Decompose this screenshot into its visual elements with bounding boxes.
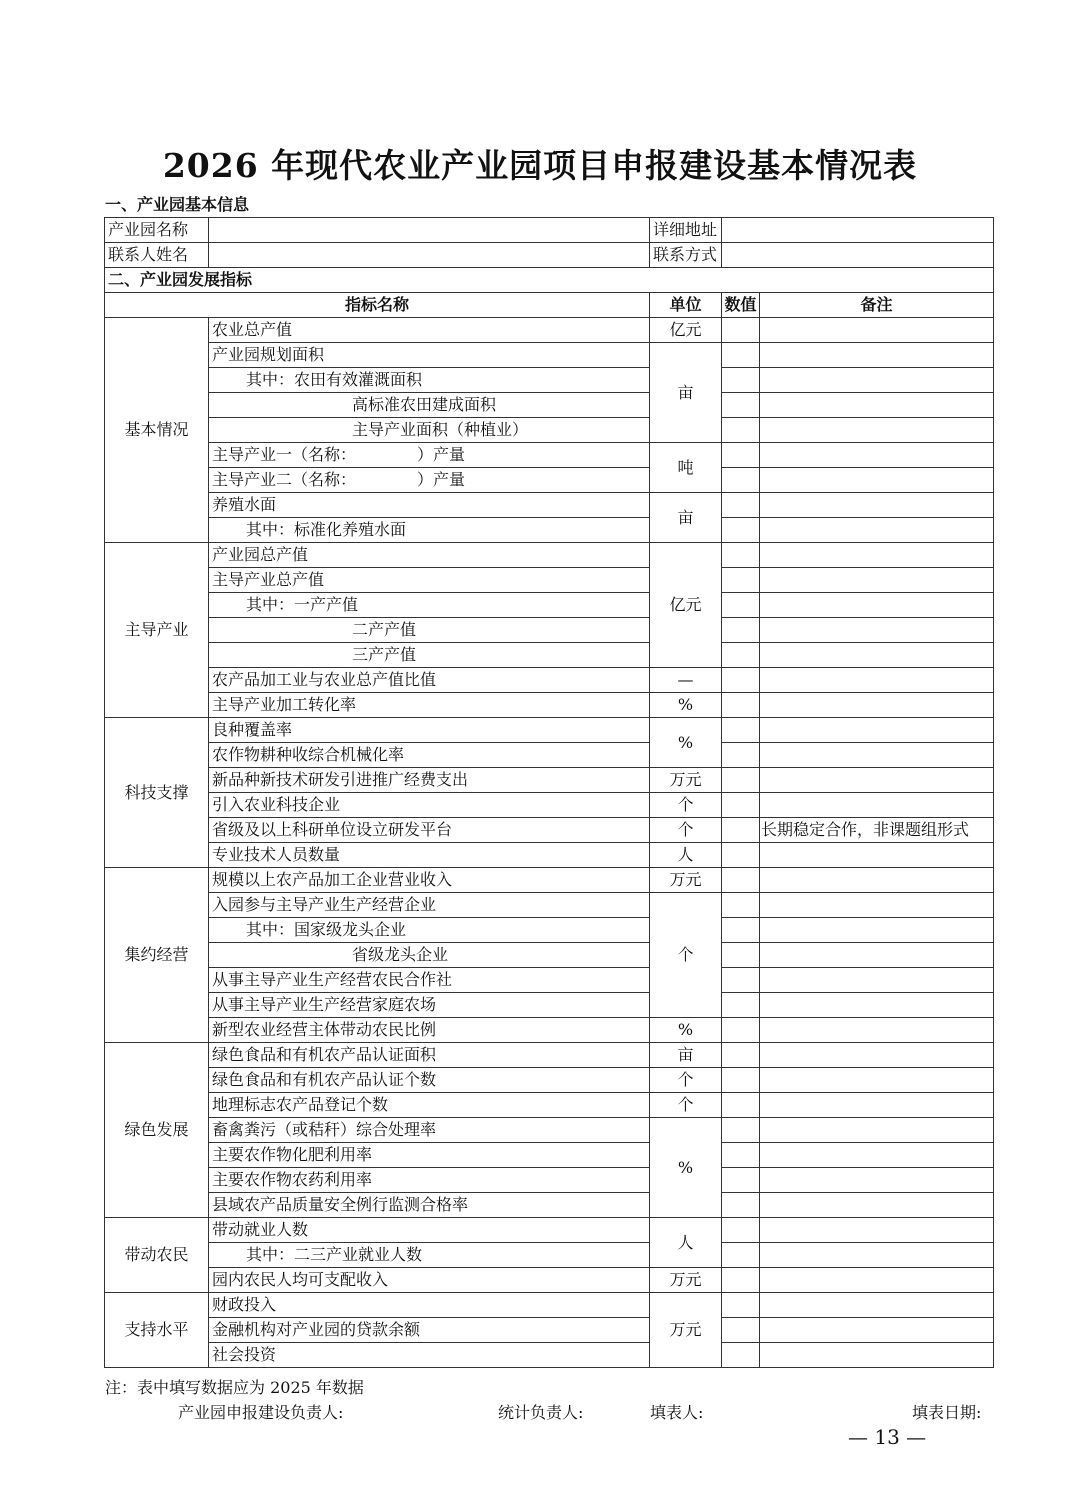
- value-cell[interactable]: [722, 1218, 760, 1243]
- remark-cell[interactable]: [760, 1243, 994, 1268]
- sig-stats: 统计负责人:: [498, 1403, 584, 1422]
- value-cell[interactable]: [722, 1193, 760, 1218]
- value-cell[interactable]: [722, 643, 760, 668]
- park-name-label: 产业园名称: [105, 218, 209, 243]
- table-row: [105, 568, 994, 593]
- park-name-field[interactable]: [209, 218, 650, 243]
- indicator-name: 专业技术人员数量: [209, 843, 650, 868]
- value-cell[interactable]: [722, 618, 760, 643]
- table-row: [105, 1343, 994, 1368]
- remark-cell[interactable]: [760, 668, 994, 693]
- category-tech: 科技支撑: [105, 718, 209, 868]
- indicator-name: 社会投资: [209, 1343, 650, 1368]
- indicator-name: 引入农业科技企业: [209, 793, 650, 818]
- unit-cell: 个: [650, 793, 722, 818]
- value-cell[interactable]: [722, 1243, 760, 1268]
- table-row: [105, 968, 994, 993]
- unit-cell: 亩: [650, 493, 722, 543]
- indicator-name: 农产品加工业与农业总产值比值: [209, 668, 650, 693]
- table-row: [105, 868, 994, 893]
- remark-cell[interactable]: [760, 1068, 994, 1093]
- table-row: [105, 243, 994, 268]
- table-row: [105, 268, 994, 293]
- indicator-name: 主导产业总产值: [209, 568, 650, 593]
- value-cell[interactable]: [722, 443, 760, 468]
- phone-label: 联系方式: [650, 243, 722, 268]
- indicator-name: 从事主导产业生产经营家庭农场: [209, 993, 650, 1018]
- unit-cell: 万元: [650, 768, 722, 793]
- remark-cell[interactable]: [760, 643, 994, 668]
- value-cell[interactable]: [722, 793, 760, 818]
- indicator-name: 绿色食品和有机农产品认证面积: [209, 1043, 650, 1068]
- indicator-name: 养殖水面: [209, 493, 650, 518]
- table-row: [105, 493, 994, 518]
- table-row: [105, 518, 994, 543]
- indicator-name: 主要农作物化肥利用率: [209, 1143, 650, 1168]
- value-cell[interactable]: [722, 493, 760, 518]
- remark-cell[interactable]: [760, 1143, 994, 1168]
- unit-cell: 亿元: [650, 318, 722, 343]
- unit-cell: —: [650, 668, 722, 693]
- remark-cell[interactable]: [760, 1168, 994, 1193]
- indicator-name: 高标准农田建成面积: [209, 393, 650, 418]
- remark-cell[interactable]: [760, 843, 994, 868]
- value-cell[interactable]: [722, 693, 760, 718]
- indicator-name: 农作物耕种收综合机械化率: [209, 743, 650, 768]
- indicator-name: 农业总产值: [209, 318, 650, 343]
- remark-cell[interactable]: [760, 443, 994, 468]
- value-cell[interactable]: [722, 318, 760, 343]
- value-cell[interactable]: [722, 868, 760, 893]
- value-cell[interactable]: [722, 718, 760, 743]
- table-row: [105, 443, 994, 468]
- remark-cell[interactable]: [760, 743, 994, 768]
- indicator-name: 其中：国家级龙头企业: [209, 918, 650, 943]
- value-cell[interactable]: [722, 918, 760, 943]
- value-cell[interactable]: [722, 343, 760, 368]
- remark-cell[interactable]: [760, 918, 994, 943]
- indicator-name: 主要农作物农药利用率: [209, 1168, 650, 1193]
- unit-cell: 万元: [650, 1293, 722, 1368]
- indicator-name: 主导产业一（名称： ）产量: [209, 443, 650, 468]
- contact-field[interactable]: [209, 243, 650, 268]
- indicator-name: 二产产值: [209, 618, 650, 643]
- remark-cell[interactable]: [760, 768, 994, 793]
- footnote: 注：表中填写数据应为 2025 年数据: [105, 1378, 364, 1397]
- table-row: [105, 918, 994, 943]
- indicator-name: 园内农民人均可支配收入: [209, 1268, 650, 1293]
- table-header-row: [105, 293, 994, 318]
- remark-cell[interactable]: [760, 893, 994, 918]
- table-row: [105, 393, 994, 418]
- value-cell[interactable]: [722, 1293, 760, 1318]
- table-row: [105, 218, 994, 243]
- value-cell[interactable]: [722, 843, 760, 868]
- table-row: [105, 818, 994, 843]
- table-row: [105, 893, 994, 918]
- remark-cell[interactable]: [760, 793, 994, 818]
- value-cell[interactable]: [722, 668, 760, 693]
- remark-cell[interactable]: [760, 693, 994, 718]
- indicator-name: 新型农业经营主体带动农民比例: [209, 1018, 650, 1043]
- indicator-name: 财政投入: [209, 1293, 650, 1318]
- remark-cell[interactable]: [760, 1118, 994, 1143]
- remark-cell[interactable]: [760, 1293, 994, 1318]
- indicator-name: 产业园规划面积: [209, 343, 650, 368]
- remark-cell[interactable]: [760, 318, 994, 343]
- unit-cell: 个: [650, 1093, 722, 1118]
- sig-date: 填表日期:: [912, 1403, 982, 1422]
- table-row: [105, 543, 994, 568]
- remark-cell[interactable]: [760, 868, 994, 893]
- indicator-name: 从事主导产业生产经营农民合作社: [209, 968, 650, 993]
- indicator-name: 规模以上农产品加工企业营业收入: [209, 868, 650, 893]
- remark-cell[interactable]: [760, 1343, 994, 1368]
- indicator-name: 主导产业二（名称： ）产量: [209, 468, 650, 493]
- unit-cell: 个: [650, 818, 722, 843]
- indicator-name: 绿色食品和有机农产品认证个数: [209, 1068, 650, 1093]
- remark-cell[interactable]: [760, 1218, 994, 1243]
- remark-cell[interactable]: [760, 1318, 994, 1343]
- unit-cell: 个: [650, 893, 722, 1018]
- remark-cell[interactable]: [760, 343, 994, 368]
- value-cell[interactable]: [722, 468, 760, 493]
- value-cell[interactable]: [722, 968, 760, 993]
- value-cell[interactable]: [722, 1018, 760, 1043]
- unit-cell: 万元: [650, 1268, 722, 1293]
- indicator-name: 良种覆盖率: [209, 718, 650, 743]
- remark-cell[interactable]: [760, 543, 994, 568]
- value-cell[interactable]: [722, 1268, 760, 1293]
- value-cell[interactable]: [722, 1143, 760, 1168]
- table-row: [105, 1143, 994, 1168]
- indicator-name: 其中：二三产业就业人数: [209, 1243, 650, 1268]
- indicator-name: 金融机构对产业园的贷款余额: [209, 1318, 650, 1343]
- indicator-name: 畜禽粪污（或秸秆）综合处理率: [209, 1118, 650, 1143]
- contact-label: 联系人姓名: [105, 243, 209, 268]
- category-leading: 主导产业: [105, 543, 209, 718]
- category-support: 支持水平: [105, 1293, 209, 1368]
- unit-cell: %: [650, 718, 722, 768]
- remark-cell[interactable]: [760, 393, 994, 418]
- indicator-name: 主导产业面积（种植业）: [209, 418, 650, 443]
- section-indicators: 二、产业园发展指标: [105, 268, 994, 293]
- page-number: — 13 —: [848, 1425, 927, 1449]
- indicator-name: 县域农产品质量安全例行监测合格率: [209, 1193, 650, 1218]
- remark-cell[interactable]: [760, 493, 994, 518]
- value-cell[interactable]: [722, 1068, 760, 1093]
- indicator-table: [104, 217, 994, 1368]
- value-cell[interactable]: [722, 1168, 760, 1193]
- value-cell[interactable]: [722, 1093, 760, 1118]
- category-basic: 基本情况: [105, 318, 209, 543]
- phone-field[interactable]: [722, 243, 994, 268]
- unit-cell: %: [650, 1118, 722, 1218]
- table-row: [105, 668, 994, 693]
- unit-cell: %: [650, 1018, 722, 1043]
- unit-cell: 万元: [650, 868, 722, 893]
- remark-cell[interactable]: [760, 1193, 994, 1218]
- value-cell[interactable]: [722, 1343, 760, 1368]
- remark-cell[interactable]: [760, 1043, 994, 1068]
- table-row: [105, 843, 994, 868]
- table-row: [105, 993, 994, 1018]
- indicator-name: 三产产值: [209, 643, 650, 668]
- value-cell[interactable]: [722, 518, 760, 543]
- table-row: [105, 1293, 994, 1318]
- remark-cell[interactable]: [760, 418, 994, 443]
- table-row: [105, 343, 994, 368]
- header-remark: 备注: [760, 293, 994, 318]
- value-cell[interactable]: [722, 1118, 760, 1143]
- section-basic-info: 一、产业园基本信息: [105, 195, 250, 214]
- remark-cell[interactable]: [760, 968, 994, 993]
- value-cell[interactable]: [722, 943, 760, 968]
- remark-cell[interactable]: [760, 993, 994, 1018]
- table-row: [105, 643, 994, 668]
- remark-cell[interactable]: [760, 1018, 994, 1043]
- remark-cell[interactable]: [760, 718, 994, 743]
- sig-filler: 填表人:: [650, 1403, 704, 1422]
- table-row: [105, 468, 994, 493]
- remark-cell[interactable]: [760, 518, 994, 543]
- unit-cell: 吨: [650, 443, 722, 493]
- header-unit: 单位: [650, 293, 722, 318]
- remark-cell[interactable]: [760, 368, 994, 393]
- remark-cell[interactable]: [760, 468, 994, 493]
- table-row: [105, 1218, 994, 1243]
- table-row: [105, 1018, 994, 1043]
- table-row: [105, 943, 994, 968]
- indicator-name: 新品种新技术研发引进推广经费支出: [209, 768, 650, 793]
- page-title: 2026 年现代农业产业园项目申报建设基本情况表: [162, 146, 918, 185]
- table-row: [105, 1193, 994, 1218]
- unit-cell: 人: [650, 843, 722, 868]
- value-cell[interactable]: [722, 993, 760, 1018]
- indicator-name: 产业园总产值: [209, 543, 650, 568]
- value-cell[interactable]: [722, 393, 760, 418]
- table-row: [105, 718, 994, 743]
- value-cell[interactable]: [722, 418, 760, 443]
- table-row: [105, 743, 994, 768]
- table-row: [105, 1068, 994, 1093]
- category-intensive: 集约经营: [105, 868, 209, 1043]
- indicator-name: 主导产业加工转化率: [209, 693, 650, 718]
- indicator-name: 省级龙头企业: [209, 943, 650, 968]
- sig-leader: 产业园申报建设负责人:: [178, 1403, 344, 1422]
- value-cell[interactable]: [722, 893, 760, 918]
- value-cell[interactable]: [722, 368, 760, 393]
- value-cell[interactable]: [722, 568, 760, 593]
- value-cell[interactable]: [722, 743, 760, 768]
- remark-cell[interactable]: [760, 943, 994, 968]
- unit-cell: 亿元: [650, 543, 722, 668]
- table-row: [105, 418, 994, 443]
- value-cell[interactable]: [722, 593, 760, 618]
- table-row: [105, 1043, 994, 1068]
- table-row: [105, 618, 994, 643]
- table-row: [105, 1268, 994, 1293]
- value-cell[interactable]: [722, 768, 760, 793]
- address-field[interactable]: [722, 218, 994, 243]
- unit-cell: 个: [650, 1068, 722, 1093]
- indicator-name: 其中：一产产值: [209, 593, 650, 618]
- header-name: 指标名称: [105, 293, 650, 318]
- remark-cell[interactable]: [760, 1268, 994, 1293]
- table-row: [105, 768, 994, 793]
- remark-cell[interactable]: [760, 568, 994, 593]
- table-row: [105, 1318, 994, 1343]
- table-row: [105, 1118, 994, 1143]
- category-farmers: 带动农民: [105, 1218, 209, 1293]
- value-cell[interactable]: [722, 543, 760, 568]
- address-label: 详细地址: [650, 218, 722, 243]
- value-cell[interactable]: [722, 1318, 760, 1343]
- indicator-name: 带动就业人数: [209, 1218, 650, 1243]
- remark-cell[interactable]: [760, 1093, 994, 1118]
- table-row: [105, 693, 994, 718]
- table-row: [105, 368, 994, 393]
- table-row: [105, 793, 994, 818]
- indicator-name: 省级及以上科研单位设立研发平台: [209, 818, 650, 843]
- unit-cell: 亩: [650, 343, 722, 443]
- unit-cell: 人: [650, 1218, 722, 1268]
- value-cell[interactable]: [722, 818, 760, 843]
- table-row: [105, 1168, 994, 1193]
- remark-platform: 长期稳定合作，非课题组形式: [760, 818, 994, 843]
- table-row: [105, 593, 994, 618]
- indicator-name: 其中：农田有效灌溉面积: [209, 368, 650, 393]
- unit-cell: %: [650, 693, 722, 718]
- indicator-name: 地理标志农产品登记个数: [209, 1093, 650, 1118]
- remark-cell[interactable]: [760, 618, 994, 643]
- remark-cell[interactable]: [760, 593, 994, 618]
- value-cell[interactable]: [722, 1043, 760, 1068]
- header-value: 数值: [722, 293, 760, 318]
- indicator-name: 入园参与主导产业生产经营企业: [209, 893, 650, 918]
- table-row: [105, 318, 994, 343]
- table-row: [105, 1093, 994, 1118]
- category-green: 绿色发展: [105, 1043, 209, 1218]
- unit-cell: 亩: [650, 1043, 722, 1068]
- indicator-name: 其中：标准化养殖水面: [209, 518, 650, 543]
- table-row: [105, 1243, 994, 1268]
